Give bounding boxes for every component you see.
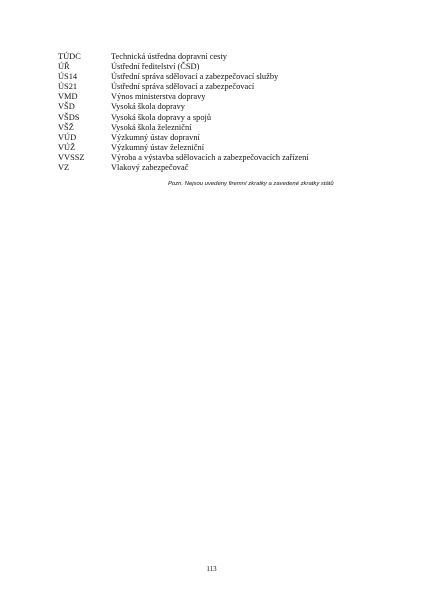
abbreviation-row xyxy=(58,52,378,62)
abbreviation-code: TÚDC xyxy=(58,52,81,61)
footnote: Pozn. Nejsou uvedeny firemní zkratky a zavedené zkratky států xyxy=(168,181,334,187)
abbreviation-code: VVSSZ xyxy=(58,152,85,162)
abbreviation-description: Výzkumný ústav železniční xyxy=(111,142,205,152)
abbreviation-description: Ústřední ředitelství (ČSD) xyxy=(111,62,200,72)
abbreviation-code: VŠDS xyxy=(58,112,80,122)
abbreviation-description: Výroba a výstavba sdělovacích a zabezpečovacích zařízení xyxy=(111,152,309,162)
abbreviation-row xyxy=(58,123,378,133)
abbreviation-row xyxy=(58,163,378,173)
abbreviation-row xyxy=(58,72,378,82)
abbreviation-code: VMD xyxy=(58,92,78,102)
abbreviation-list xyxy=(58,52,378,173)
abbreviation-row xyxy=(58,82,378,92)
abbreviation-description: Ústřední správa sdělovací a zabezpečovací xyxy=(111,82,255,92)
abbreviation-row xyxy=(58,92,378,102)
abbreviation-description: Vlakový zabezpečovač xyxy=(111,163,189,173)
abbreviation-description: Ústřední správa sdělovací a zabezpečovací služby xyxy=(111,72,279,82)
abbreviation-description: Vysoká škola dopravy a spojů xyxy=(111,112,212,122)
abbreviation-description: Vysoká škola dopravy xyxy=(111,102,185,112)
abbreviation-description: Vysoká škola železniční xyxy=(111,122,192,132)
abbreviation-description: Technická ústředna dopravní cesty xyxy=(111,52,227,61)
abbreviation-row xyxy=(58,153,378,163)
abbreviation-code: ÚŘ xyxy=(58,62,70,72)
abbreviation-row xyxy=(58,143,378,153)
abbreviation-code: VZ xyxy=(58,163,70,173)
abbreviation-code: VÚD xyxy=(58,132,77,142)
abbreviation-code: ÚS14 xyxy=(58,72,78,82)
abbreviation-code: ÚS21 xyxy=(58,82,78,92)
abbreviation-row xyxy=(58,62,378,72)
abbreviation-code: VŠŽ xyxy=(58,122,74,132)
page-number: 113 xyxy=(206,565,217,573)
abbreviation-row xyxy=(58,113,378,123)
abbreviation-row xyxy=(58,102,378,112)
abbreviation-row xyxy=(58,133,378,143)
abbreviation-code: VÚŽ xyxy=(58,142,76,152)
abbreviation-code: VŠD xyxy=(58,102,75,112)
abbreviation-description: Výnos ministerstva dopravy xyxy=(111,92,206,102)
abbreviation-description: Výzkumný ústav dopravní xyxy=(111,132,200,142)
